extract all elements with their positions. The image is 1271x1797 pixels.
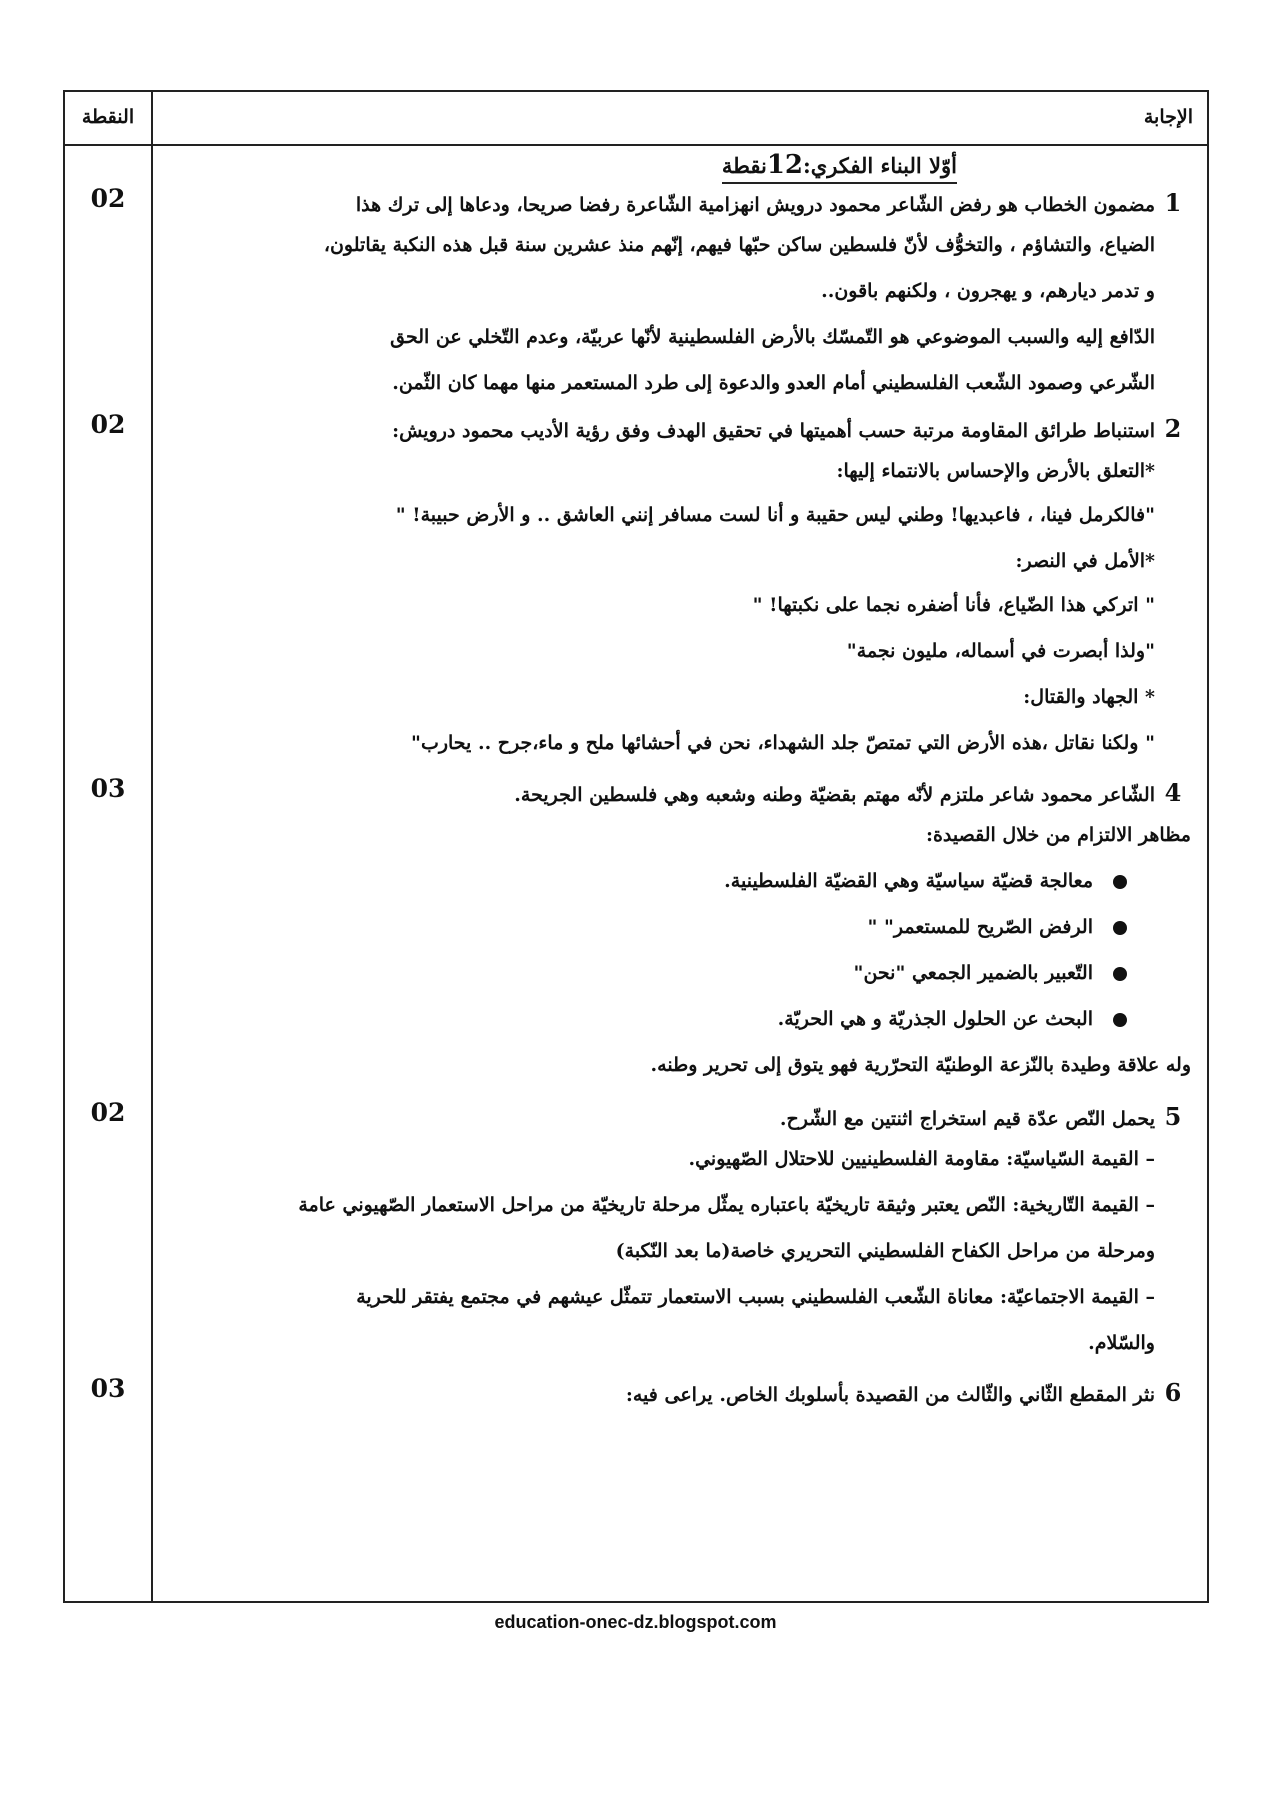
q5-number: 5	[1164, 1102, 1182, 1131]
q5-line-5: – القيمة الاجتماعيّة: معاناة الشّعب الفلسطيني بسبب الاستعمار تتمثّل عيشهم في مجتمع يفتقر للحرية	[356, 1286, 1155, 1308]
q4-number: 4	[1164, 778, 1182, 807]
q4-bullet-4: البحث عن الحلول الجذريّة و هي الحريّة.	[165, 1008, 1127, 1030]
q2-line-5: " اتركي هذا الضّياع، فأنا أضفره نجما على نكبتها! "	[752, 594, 1155, 616]
header-answer: الإجابة	[1143, 106, 1193, 128]
bullet-icon	[1113, 1013, 1127, 1027]
q4-bullet-1: معالجة قضيّة سياسيّة وهي القضيّة الفلسطينية.	[165, 870, 1127, 892]
q2-line-2: *التعلق بالأرض والإحساس بالانتماء إليها:	[836, 460, 1155, 482]
q4-line-2: مظاهر الالتزام من خلال القصيدة:	[925, 824, 1191, 846]
q1-line-4: الدّافع إليه والسبب الموضوعي هو التّمسّك بالأرض الفلسطينية لأنّها عربيّة، وعدم التّخلي عن الحق	[390, 326, 1155, 348]
section-title: أوّلا البناء الفكري:12نقطة	[722, 150, 957, 184]
q4-bullet-2: الرفض الصّريح للمستعمر" "	[165, 916, 1127, 938]
q5-line-6: والسّلام.	[1088, 1332, 1155, 1354]
q5-line-3: – القيمة التّاريخية: النّص يعتبر وثيقة تاريخيّة باعتباره يمثّل مرحلة تاريخيّة من مراحل الاستعمار الصّهيوني عامة	[298, 1194, 1155, 1216]
q4-bullet-3: التّعبير بالضمير الجمعي "نحن"	[165, 962, 1127, 984]
q2-line-7: * الجهاد والقتال:	[1023, 686, 1155, 708]
q5-line-4: ومرحلة من مراحل الكفاح الفلسطيني التحريري خاصة(ما بعد النّكبة)	[615, 1240, 1155, 1262]
q6-number: 6	[1164, 1378, 1182, 1407]
q5-line-2: – القيمة السّياسيّة: مقاومة الفلسطينيين للاحتلال الصّهيوني.	[688, 1148, 1155, 1170]
q4-closing: وله علاقة وطيدة بالنّزعة الوطنيّة التحرّرية فهو يتوق إلى تحرير وطنه.	[650, 1054, 1191, 1076]
bullet-icon	[1113, 967, 1127, 981]
bullet-icon	[1113, 921, 1127, 935]
points-q1: 02	[90, 184, 126, 213]
q1-line-5: الشّرعي وصمود الشّعب الفلسطيني أمام العدو والدعوة إلى طرد المستعمر منها مهما كان الثّمن.	[392, 372, 1155, 394]
q2-line-6: "ولذا أبصرت في أسماله، مليون نجمة"	[846, 640, 1155, 662]
q2-line-3: "فالكرمل فينا، ، فاعبديها! وطني ليس حقيبة و أنا لست مسافر إنني العاشق .. و الأرض حبيبة! "	[395, 504, 1155, 526]
q6-line-1: 6نثر المقطع الثّاني والثّالث من القصيدة بأسلوبك الخاص. يراعى فيه:	[165, 1378, 1191, 1407]
table-header-row	[65, 92, 1207, 146]
header-points: النقطة	[81, 106, 135, 128]
points-q5: 02	[90, 1098, 126, 1127]
q2-line-1: 2استنباط طرائق المقاومة مرتبة حسب أهميتها في تحقيق الهدف وفق رؤية الأديب محمود درويش:	[165, 414, 1191, 443]
q5-line-1: 5يحمل النّص عدّة قيم استخراج اثنتين مع الشّرح.	[165, 1102, 1191, 1131]
q1-number: 1	[1164, 188, 1182, 217]
q1-line-1: 1مضمون الخطاب هو رفض الشّاعر محمود درويش انهزامية الشّاعرة رفضا صريحا، ودعاها إلى ترك هذا	[165, 188, 1191, 217]
bullet-icon	[1113, 875, 1127, 889]
footer-source-link[interactable]: education-onec-dz.blogspot.com	[494, 1612, 777, 1632]
q2-line-8: " ولكنا نقاتل ،هذه الأرض التي تمتصّ جلد الشهداء، نحن في أحشائها ملح و ماء،جرح .. يحارب"	[411, 732, 1155, 754]
points-q4: 03	[90, 774, 126, 803]
section-score: 12	[766, 150, 804, 180]
q4-line-1: 4الشّاعر محمود شاعر ملتزم لأنّه مهتم بقضيّة وطنه وشعبه وهي فلسطين الجريحة.	[165, 778, 1191, 807]
points-q6: 03	[90, 1374, 126, 1403]
points-q2: 02	[90, 410, 126, 439]
q2-number: 2	[1164, 414, 1182, 443]
answer-table	[63, 90, 1209, 1603]
q1-line-2: الضياع، والتشاؤم ، والتخوُّف لأنّ فلسطين ساكن حبّها فيهم، إنّهم منذ عشرين سنة قبل هذه النكبة يقاتلون،	[323, 234, 1155, 256]
column-divider	[151, 92, 153, 1601]
q2-line-4: *الأمل في النصر:	[1015, 550, 1155, 572]
q1-line-3: و تدمر ديارهم، و يهجرون ، ولكنهم باقون..	[821, 280, 1155, 302]
